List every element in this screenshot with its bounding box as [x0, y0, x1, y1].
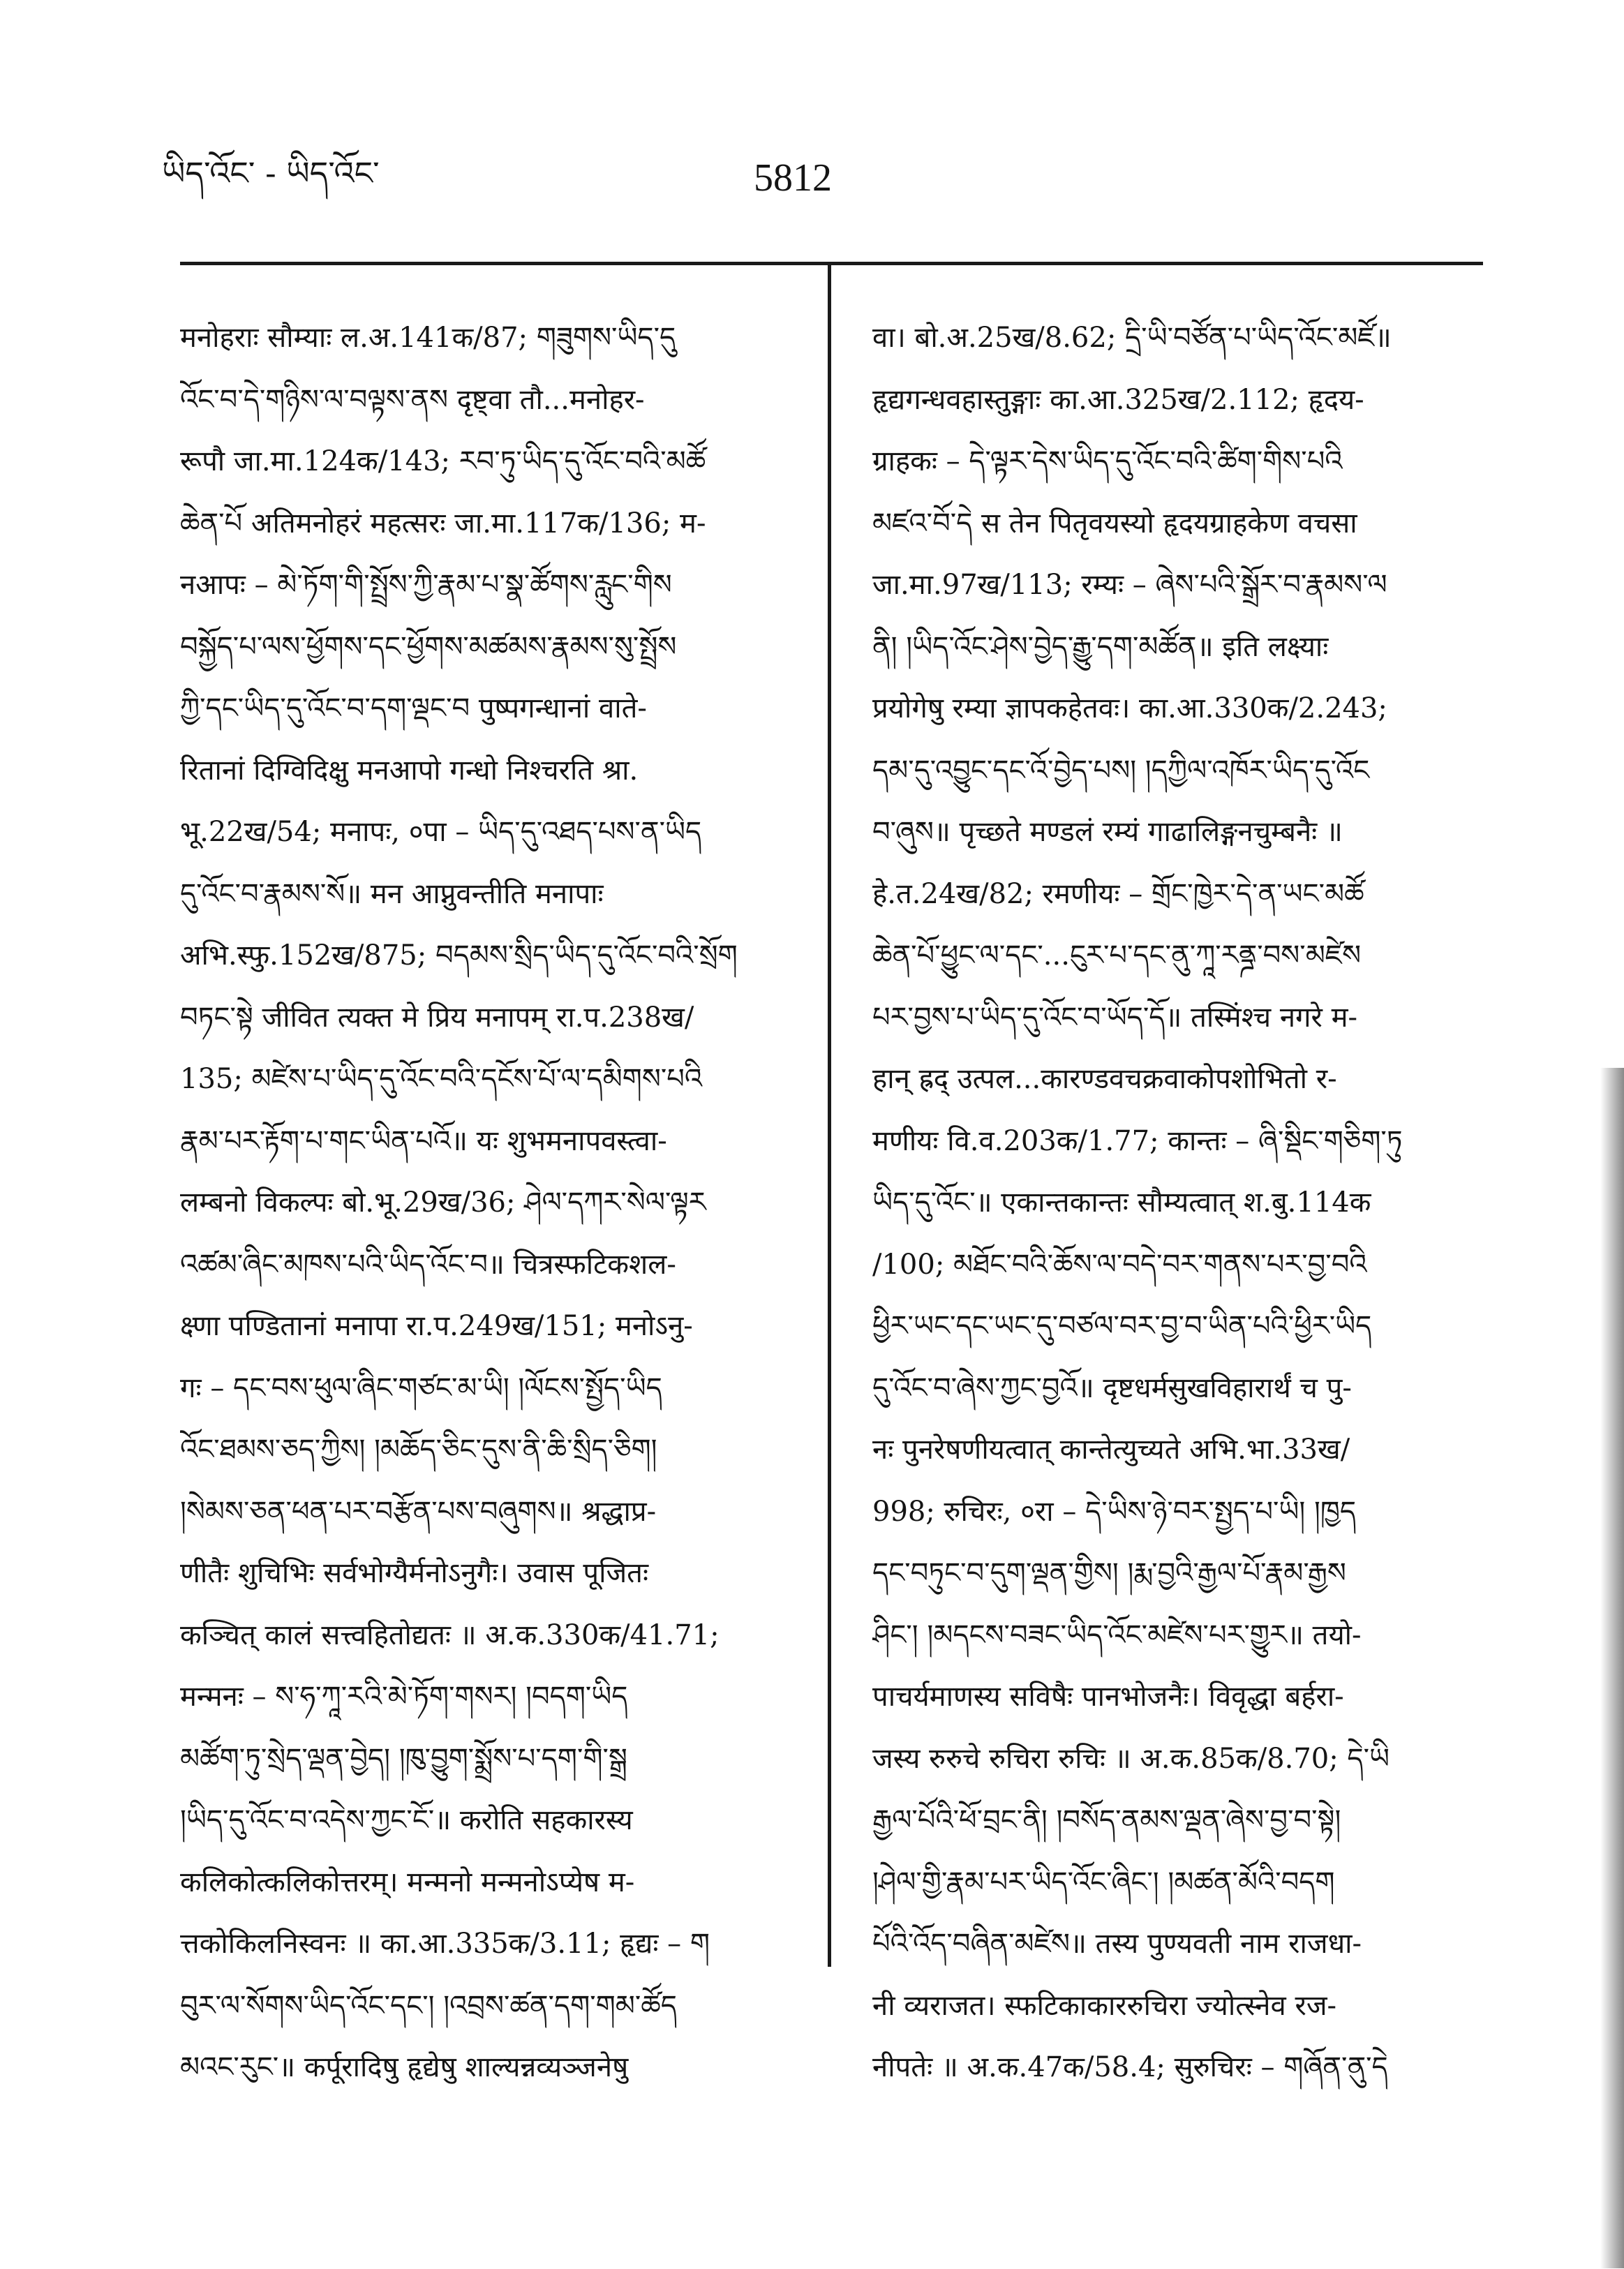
text-line: པར་བྱས་པ་ཡིད་དུ་འོང་བ་ཡོད་དོ॥ तस्मिंश्च नगरे म-	[872, 1001, 1358, 1034]
text-line: मनोहराः सौम्याः ल.अ.141क/87; གཟུགས་ཡིད་དུ	[180, 322, 676, 354]
text-line: त्तकोकिलनिस्वनः ॥ का.आ.335क/3.11; हृद्यः – ག	[180, 1928, 710, 1960]
text-line: ཕྱིར་ཡང་དང་ཡང་དུ་བཙལ་བར་བྱ་བ་ཡིན་པའི་ཕྱིར་ཡིད	[872, 1310, 1372, 1342]
text-line: དམ་དུ་འབྱུང་དང་འོ་བྱེད་པས། །དཀྱིལ་འཁོར་ཡིད་དུ་འོང	[872, 754, 1370, 787]
text-line: ཡིད་དུ་འོང་॥ एकान्तकान्तः सौम्यत्वात् श.बु.114क	[872, 1186, 1371, 1219]
text-line: णीतैः शुचिभिः सर्वभोग्यैर्मनोऽनुगैः। उवास पूजितः	[180, 1557, 649, 1589]
left-column	[180, 307, 794, 2099]
text-line: नीपतेः ॥ अ.क.47क/58.4; सुरुचिरः – གཞོན་ནུ་དེ	[872, 2051, 1388, 2083]
text-line: པོའི་འོད་བཞིན་མཛེས॥ तस्य पुण्यवती नाम राजधा-	[872, 1928, 1362, 1960]
text-line: །སེམས་ཅན་ཕན་པར་བརྩོན་པས་བཞུགས॥ श्रद्धाप्र-	[180, 1495, 657, 1528]
text-line: ཀྱི་དང་ཡིད་དུ་འོང་བ་དག་ལྡང་བ पुष्पगन्धानां वाते-	[180, 692, 647, 724]
text-line: ཤིང་། །མདངས་བཟང་ཡིད་འོང་མཛེས་པར་གྱུར॥ तयो-	[872, 1619, 1362, 1651]
text-line: བསྐྱོད་པ་ལས་ཕྱོགས་དང་ཕྱོགས་མཚམས་རྣམས་སུ་སྤྲོས	[180, 630, 677, 663]
text-line: /100; མཐོང་བའི་ཆོས་ལ་བདེ་བར་གནས་པར་བྱ་བའི	[872, 1248, 1367, 1281]
running-head: ཡིད་འོང་ - ཡིད་འོང་	[162, 154, 380, 192]
right-column	[872, 307, 1487, 2099]
text-line: कञ्चित् कालं सत्त्वहितोद्यतः ॥ अ.क.330क/41.71;	[180, 1619, 720, 1651]
text-line: क्ष्णा पण्डितानां मनापा रा.प.249ख/151; मनोऽनु-	[180, 1310, 693, 1342]
text-line: रितानां दिग्विदिक्षु मनआपो गन्धो निश्चरति श्रा.	[180, 754, 639, 787]
text-line: རྣམ་པར་རྟོག་པ་གང་ཡིན་པའོ॥ यः शुभमनापवस्त्वा-	[180, 1124, 667, 1157]
page-number: 5812	[754, 156, 832, 200]
text-line: འོང་ཐམས་ཅད་ཀྱིས། །མཆོད་ཅིང་དུས་ནི་ཆི་སྲིད་ཅིག།	[180, 1434, 657, 1466]
text-line: མཛའ་བོ་དེ स तेन पितृवयस्यो हृदयग्राहकेण वचसा	[872, 507, 1357, 540]
text-line: गः – དང་བས་ཕུལ་ཞིང་གཙང་མ་ཡི། །ལོངས་སྤྱོད་ཡིད	[180, 1371, 662, 1404]
text-line: དུ་འོང་བ་རྣམས་སོ॥ मन आप्नुवन्तीति मनापाः	[180, 877, 604, 910]
text-line: །ཡིད་དུ་འོང་བ་འདེས་ཀྱང་ངོ་॥ करोति सहकारस्य	[180, 1804, 633, 1836]
text-line: हृद्यगन्धवहास्तुङ्गाः का.आ.325ख/2.112; हृदय-	[872, 383, 1364, 416]
text-line: जस्य रुरुचे रुचिरा रुचिः ॥ अ.क.85क/8.70; དེ་ཡི	[872, 1742, 1390, 1775]
text-line: ग्राहकः – དེ་ལྟར་དེས་ཡིད་དུ་འོང་བའི་ཚིག་གིས་པའི	[872, 445, 1343, 477]
text-line: བུར་ལ་སོགས་ཡིད་འོང་དང་། །འབྲས་ཚན་དག་གམ་ཚོད	[180, 1989, 677, 2022]
text-line: कलिकोत्कलिकोत्तरम्। मन्मनो मन्मनोऽप्येष म-	[180, 1866, 635, 1898]
text-line: रूपौ जा.मा.124क/143; རབ་ཏུ་ཡིད་དུ་འོང་བའི་མཚོ	[180, 445, 706, 477]
text-line: དུ་འོང་བ་ཞེས་ཀྱང་བྱའོ॥ दृष्टधर्मसुखविहारार्थं च पु-	[872, 1371, 1352, 1404]
text-line: पाचर्यमाणस्य सविषैः पानभोजनैः। विवृद्धा बर्हरा-	[872, 1681, 1344, 1713]
text-line: मणीयः वि.व.203क/1.77; कान्तः – ཞི་སྡིང་གཅིག་ཏུ	[872, 1124, 1403, 1157]
text-line: भू.22ख/54; मनापः, ०पा – ཡིད་དུ་འཐད་པས་ན་ཡིད	[180, 816, 702, 848]
text-line: འཚམ་ཞིང་མཁས་པའི་ཡིད་འོང་བ॥ चित्रस्फटिकशल-	[180, 1248, 676, 1281]
text-line: བ་ཞུས॥ पृच्छते मण्डलं रम्यं गाढालिङ्गनचुम्बनैः ॥	[872, 816, 1343, 848]
text-line: जा.मा.97ख/113; रम्यः – ཞེས་པའི་སྒྲོར་བ་རྣམས་ལ	[872, 569, 1387, 601]
text-line: བཏང་སྟེ जीवित त्यक्त मे प्रिय मनापम् रा.प.238ख/	[180, 1001, 694, 1034]
text-line: हे.त.24ख/82; रमणीयः – གྲོང་ཁྱེར་དེ་ན་ཡང་མཚོ	[872, 877, 1364, 910]
text-line: 135; མཛེས་པ་ཡིད་དུ་འོང་བའི་དངོས་པོ་ལ་དམིགས་པའི	[180, 1063, 703, 1095]
text-line: प्रयोगेषु रम्या ज्ञापकहेतवः। का.आ.330क/2.243;	[872, 692, 1387, 724]
text-line: མའང་རུང་॥ कर्पूरादिषु हृद्येषु शाल्यन्नव्यञ्जनेषु	[180, 2051, 629, 2083]
header-rule	[180, 262, 1483, 265]
text-line: དང་བཏུང་བ་དུག་ལྡན་གྱིས། །རྨ་བྱའི་རྒྱལ་པོ་རྣམ་རྒྱས	[872, 1557, 1346, 1589]
text-line: नआपः – མེ་ཏོག་གི་སྤྲོས་ཀྱི་རྣམ་པ་སྣ་ཚོགས་རླུང་གིས	[180, 569, 672, 601]
text-line: वा। बो.अ.25ख/8.62; དྲི་ཡི་བཙོན་པ་ཡིད་འོང་མཛོ॥	[872, 322, 1392, 354]
text-line: नः पुनरेषणीयत्वात् कान्तेत्युच्यते अभि.भा.33ख/	[872, 1434, 1350, 1466]
text-line: ཆེན་པོ अतिमनोहरं महत्सरः जा.मा.117क/136; म-	[180, 507, 706, 540]
text-line: अभि.स्फु.152ख/875; བདམས་སྲིད་ཡིད་དུ་འོང་བའི་སྲོག	[180, 939, 738, 972]
text-line: 998; रुचिरः, ०रा – དེ་ཡིས་ཉེ་བར་སྤྱད་པ་ཡི། །ཁྱད	[872, 1495, 1356, 1528]
text-line: लम्बनो विकल्पः बो.भू.29ख/36; ཤེལ་དཀར་སེལ་ལྟར	[180, 1186, 706, 1219]
page-edge-shadow	[1600, 1068, 1624, 2268]
text-line: हान् ह्रद् उत्पल...कारण्डवचक्रवाकोपशोभितो र-	[872, 1063, 1337, 1095]
text-line: ཆེན་པོ་ཕྱུང་ལ་དང་...ངུར་པ་དང་ནུ་ཀཱ་རནྜ་བས་མཛེས	[872, 939, 1362, 972]
text-line: །ཤེལ་གྱི་རྣམ་པར་ཡིད་འོང་ཞིང་། །མཚན་མོའི་བདག	[872, 1866, 1335, 1898]
column-divider	[828, 264, 831, 1967]
text-line: ནི། །ཡིད་འོང་ཤེས་བྱེད་རྒྱུ་དག་མཚོན॥ इति लक्ष्याः	[872, 630, 1329, 663]
text-line: རྒྱལ་པོའི་ཕོ་བྲང་ནི། །བསོད་ནམས་ལྡན་ཞེས་བྱ་བ་སྟེ།	[872, 1804, 1341, 1836]
text-line: འོང་བ་དེ་གཉིས་ལ་བལྟས་ནས दृष्ट्वा तौ...मनोहर-	[180, 383, 645, 416]
text-line: མཚོག་ཏུ་སྲེད་ལྡན་བྱེད། །ཁུ་བྱུག་སྨྲོས་པ་དག་གི་སྒྲ	[180, 1742, 627, 1775]
text-line: नी व्यराजत। स्फटिकाकाररुचिरा ज्योत्स्नेव रज-	[872, 1989, 1337, 2022]
text-line: मन्मनः – ས་ཧ་ཀཱ་རའི་མེ་ཏོག་གསར། །བདག་ཡིད	[180, 1681, 628, 1713]
